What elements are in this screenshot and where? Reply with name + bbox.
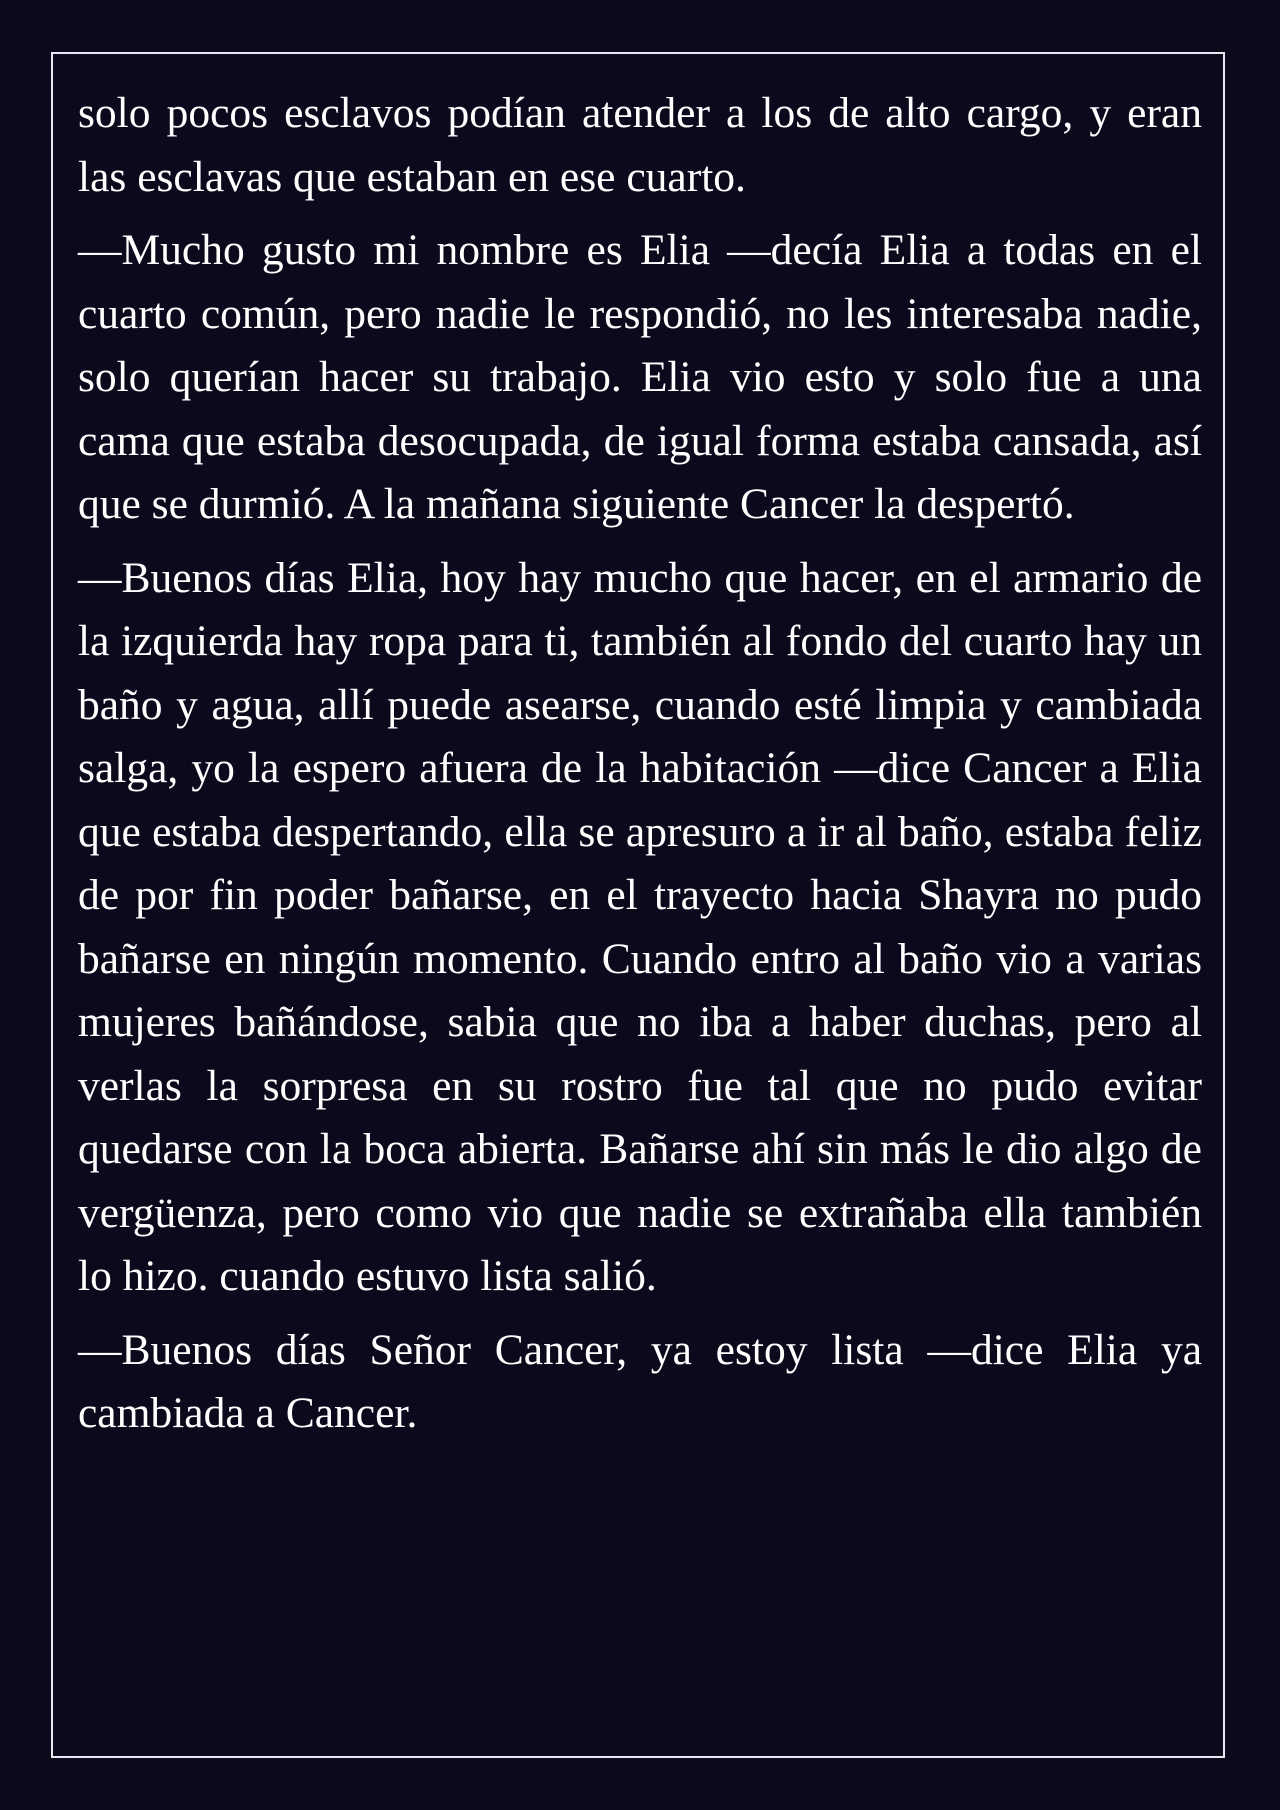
paragraph-3: —Buenos días Elia, hoy hay mucho que hacer, en el armario de la izquierda hay ropa para ti, también al fondo del cuarto hay un baño y agua, allí puede asearse, cuando esté limpia y cambiada salga, yo la espero afuera de la habitación —dice Cancer a Elia que estaba despertando, ella se apresuro a ir al baño, estaba feliz de por fin poder bañarse, en el trayecto hacia Shayra no pudo bañarse en ningún momento. Cuando entro al baño vio a varias mujeres bañándose, sabia que no iba a haber duchas, pero al verlas la sorpresa en su rostro fue tal que no pudo evitar quedarse con la boca abierta. Bañarse ahí sin más le dio algo de vergüenza, pero como vio que nadie se extrañaba ella también lo hizo. cuando estuvo lista salió. xyxy=(78,553,1202,1300)
story-text xyxy=(78,82,1202,1456)
paragraph-1: solo pocos esclavos podían atender a los de alto cargo, y eran las esclavas que estaban en ese cuarto. xyxy=(78,89,1202,201)
paragraph-4: —Buenos días Señor Cancer, ya estoy lista —dice Elia ya cambiada a Cancer. xyxy=(78,1325,1202,1437)
paragraph-2: —Mucho gusto mi nombre es Elia —decía Elia a todas en el cuarto común, pero nadie le respondió, no les interesaba nadie, solo querían hacer su trabajo. Elia vio esto y solo fue a una cama que estaba desocupada, de igual forma estaba cansada, así que se durmió. A la mañana siguiente Cancer la despertó. xyxy=(78,226,1202,528)
